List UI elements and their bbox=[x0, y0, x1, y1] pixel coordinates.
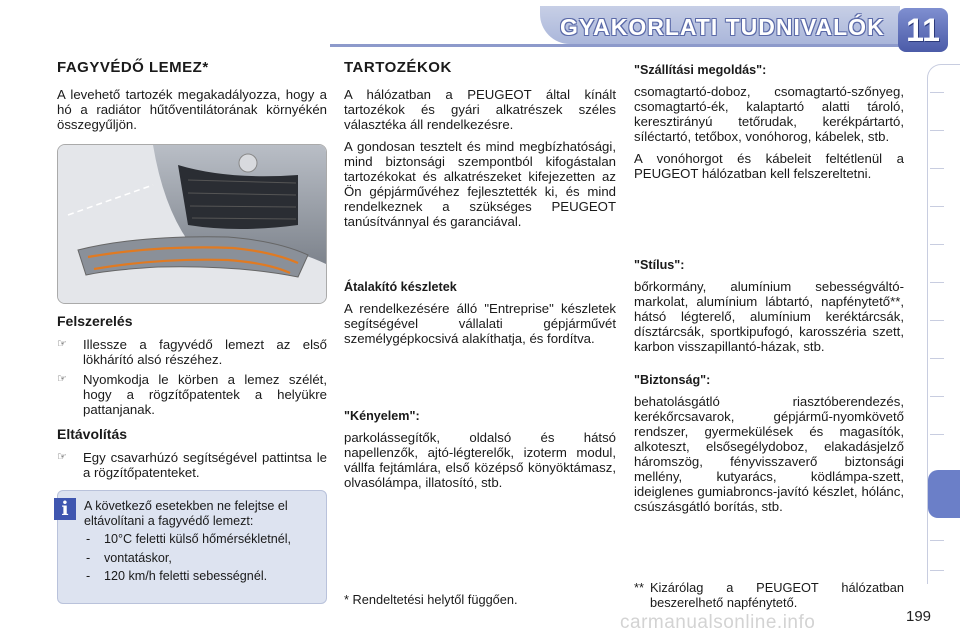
conversion-kits-text: A rendelkezésére álló "Entreprise" készletek segítségével vállalati gépjárművét személygépkocsivá alakíthatja, és fordítva. bbox=[344, 301, 616, 346]
install-heading: Felszerelés bbox=[57, 313, 133, 329]
info-text: A következő esetekben ne felejtse el eltávolítani a fagyvédő lemezt: bbox=[84, 499, 288, 528]
list-item: ☞ Egy csavarhúzó segítségével pattintsa le a rögzítőpatenteket. bbox=[57, 450, 327, 480]
info-box bbox=[57, 490, 327, 604]
section-title-frost-shield: FAGYVÉDŐ LEMEZ* bbox=[57, 59, 209, 76]
list-item: - vontatáskor, bbox=[86, 550, 172, 565]
chapter-tab-tick bbox=[930, 434, 944, 435]
page-number: 199 bbox=[906, 608, 932, 625]
info-icon: i bbox=[54, 498, 76, 520]
footnote-double: ** Kizárólag a PEUGEOT hálózatban beszerelhető napfénytető. bbox=[634, 580, 904, 610]
chapter-tab-tick bbox=[930, 168, 944, 169]
column-middle bbox=[344, 60, 616, 497]
list-item: - 10°C feletti külső hőmérsékletnél, bbox=[86, 532, 292, 546]
frost-shield-intro: A levehető tartozék megakadályozza, hogy a hó a radiátor hűtőventilátorának környékén összegyűljön. bbox=[57, 87, 327, 132]
header-rule bbox=[330, 44, 910, 47]
pointing-hand-icon: ☞ bbox=[57, 451, 67, 463]
comfort-heading: "Kényelem": bbox=[344, 409, 420, 423]
chapter-tab-tick bbox=[930, 244, 944, 245]
chapter-tab-tick bbox=[930, 396, 944, 397]
accessories-paragraph-1: A hálózatban a PEUGEOT által kínált tartozékok és gyári alkatrészek széles választéka áll rendelkezésre. bbox=[344, 87, 616, 132]
chapter-tab-tick bbox=[930, 92, 944, 93]
comfort-text: parkolássegítők, oldalsó és hátsó napellenzők, ajtó-légterelők, izoterm modul, vállfa fejtámlára, első középső könyöktámasz, olvasólámpa, illatosító, stb. bbox=[344, 430, 616, 490]
footnote-double-mark: ** bbox=[634, 580, 644, 595]
list-item: ☞ Nyomkodja le körben a lemez szélét, hogy a rögzítőpatentek a helyükre pattanjanak. bbox=[57, 372, 327, 417]
pointing-hand-icon: ☞ bbox=[57, 373, 67, 385]
safety-text: behatolásgátló riasztóberendezés, kerékőrcsavarok, gépjármű-nyomkövető rendszer, gyermekülések és magasítók, alkoteszt, elsősegélydoboz, elakadásjelző háromszög, fényvisszaverő biztonsági mellény, kutyarács, ködlámpa-szett, ideiglenes gumiabroncs-javító készlet, hólánc, csúszásgátló borítás, stb. bbox=[634, 394, 904, 514]
bumper-photo bbox=[57, 144, 327, 304]
chapter-tab-active[interactable] bbox=[928, 470, 960, 518]
car-bumper-illustration bbox=[58, 145, 327, 304]
remove-heading: Eltávolítás bbox=[57, 426, 128, 442]
safety-heading: "Biztonság": bbox=[634, 373, 711, 387]
chapter-tab-tick bbox=[930, 206, 944, 207]
page-header bbox=[0, 0, 960, 52]
chapter-tab-tick bbox=[930, 570, 944, 571]
transport-text: csomagtartó-doboz, csomagtartó-szőnyeg, csomagtartó-ék, kalaptartó alatti tároló, keresztirányú tetőrudak, kerékpártartó, síléctartó, tetőbox, vonóhorog, kábelek, stb. bbox=[634, 84, 904, 144]
transport-heading: "Szállítási megoldás": bbox=[634, 63, 767, 77]
pointing-hand-icon: ☞ bbox=[57, 338, 67, 350]
chapter-number: 11 bbox=[898, 8, 948, 52]
chapter-tab-tick bbox=[930, 282, 944, 283]
list-item: - 120 km/h feletti sebességnél. bbox=[86, 569, 268, 583]
accessories-paragraph-2: A gondosan tesztelt és mind megbízhatósági, mind biztonsági szempontból kifogástalan tartozékokat és alkatrészeket kifejezetten az Ön gépjárművéhez fejlesztették ki, és mind rendelkeznek a szükséges PEUGEOT tanúsítvánnyal és garanciával. bbox=[344, 139, 616, 229]
style-text: bőrkormány, alumínium sebességváltó-markolat, alumínium lábtartó, napfénytető**, hátsó légterelő, alumínium keréktárcsák, dísztárcsák, sportkipufogó, karosszéria szett, karbon visszapillantó-házak, stb. bbox=[634, 279, 904, 354]
conversion-kits-heading: Átalakító készletek bbox=[344, 280, 457, 294]
chapter-tab-tick bbox=[930, 320, 944, 321]
chapter-tab-tick bbox=[930, 358, 944, 359]
transport-note: A vonóhorgot és kábeleit feltétlenül a PEUGEOT hálózatban kell felszereltetni. bbox=[634, 151, 904, 181]
chapter-tab-tick bbox=[930, 130, 944, 131]
style-heading: "Stílus": bbox=[634, 258, 685, 272]
chapter-tab-tick bbox=[930, 540, 944, 541]
section-title-accessories: TARTOZÉKOK bbox=[344, 59, 452, 76]
column-right bbox=[634, 60, 904, 521]
footnote-single: * Rendeltetési helytől függően. bbox=[344, 592, 518, 607]
chapter-title: GYAKORLATI TUDNIVALÓK bbox=[560, 14, 885, 40]
list-item: ☞ Illessze a fagyvédő lemezt az első lökhárító alsó részéhez. bbox=[57, 337, 327, 367]
watermark: carmanualsonline.info bbox=[620, 612, 816, 633]
column-left bbox=[57, 60, 327, 485]
